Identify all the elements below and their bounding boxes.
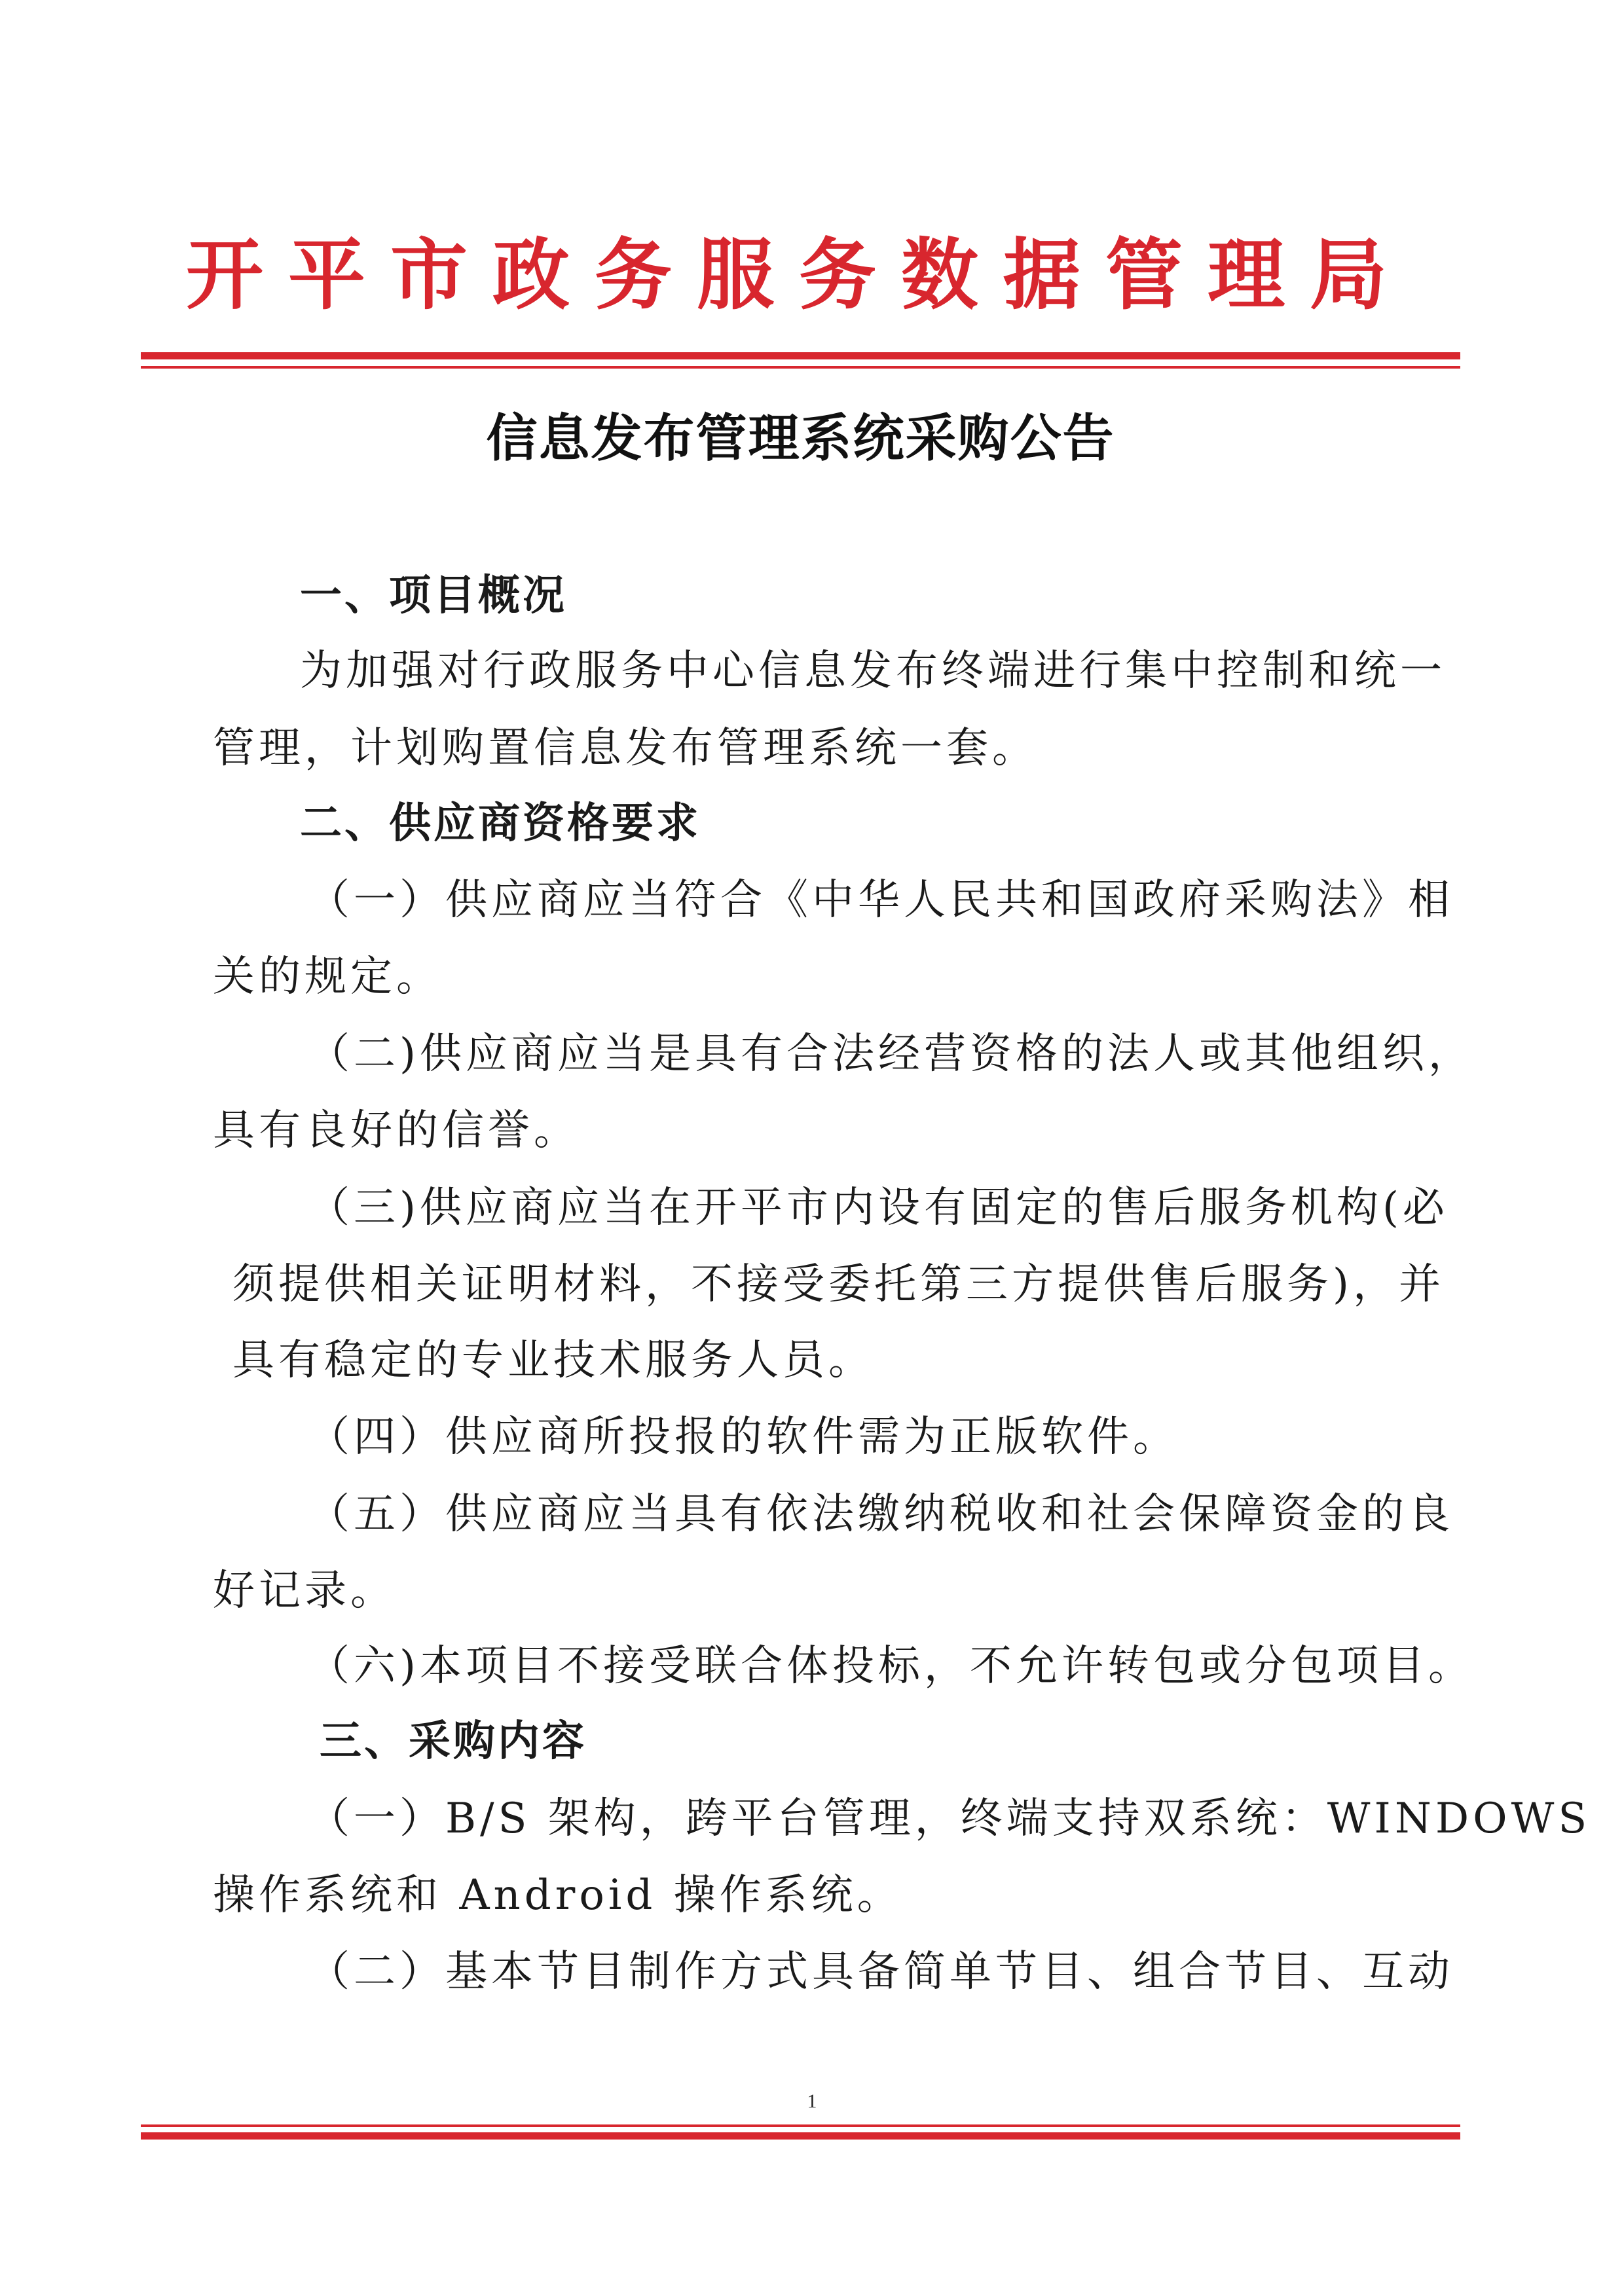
paragraph-line: 管理，计划购置信息发布管理系统一套。 [213, 724, 1038, 773]
letterhead-organization-name: 开平市政务服务数据管理局 [185, 229, 1412, 320]
paragraph-line: （五）供应商应当具有依法缴纳税收和社会保障资金的良 [308, 1490, 1454, 1539]
paragraph-line: （二)供应商应当是具有合法经营资格的法人或其他组织， [308, 1030, 1474, 1078]
section-heading-supplier-qualifications: 二、供应商资格要求 [300, 799, 701, 848]
paragraph-line: 具有良好的信誉。 [213, 1106, 580, 1155]
paragraph-line: （一）供应商应当符合《中华人民共和国政府采购法》相 [308, 876, 1454, 924]
paragraph-line: （六)本项目不接受联合体投标，不允许转包或分包项目。 [308, 1642, 1474, 1690]
letterhead-rule-thin [141, 366, 1460, 369]
paragraph-line: 须提供相关证明材料，不接受委托第三方提供售后服务)，并 [232, 1260, 1445, 1309]
paragraph-line: 具有稳定的专业技术服务人员。 [232, 1336, 874, 1385]
footer-rule-thick [141, 2132, 1460, 2140]
letterhead-rule-thick [141, 352, 1460, 359]
paragraph-line: （二）基本节目制作方式具备简单节目、组合节目、互动 [308, 1948, 1454, 1996]
document-title: 信息发布管理系统采购公告 [486, 409, 1115, 468]
section-heading-procurement-content: 三、采购内容 [320, 1717, 587, 1766]
paragraph-line: （三)供应商应当在开平市内设有固定的售后服务机构(必 [308, 1184, 1449, 1232]
page-number: 1 [807, 2090, 817, 2112]
paragraph-line: 为加强对行政服务中心信息发布终端进行集中控制和统一 [300, 647, 1446, 695]
footer-rule-thin [141, 2124, 1460, 2127]
paragraph-line: 操作系统和 Android 操作系统。 [213, 1871, 903, 1920]
paragraph-line: 好记录。 [213, 1567, 396, 1615]
section-heading-project-overview: 一、项目概况 [300, 572, 567, 620]
paragraph-line: 关的规定。 [213, 953, 442, 1001]
paragraph-line: （四）供应商所投报的软件需为正版软件。 [308, 1413, 1179, 1461]
paragraph-line: （一）B/S 架构，跨平台管理，终端支持双系统：WINDOWS [308, 1795, 1591, 1843]
